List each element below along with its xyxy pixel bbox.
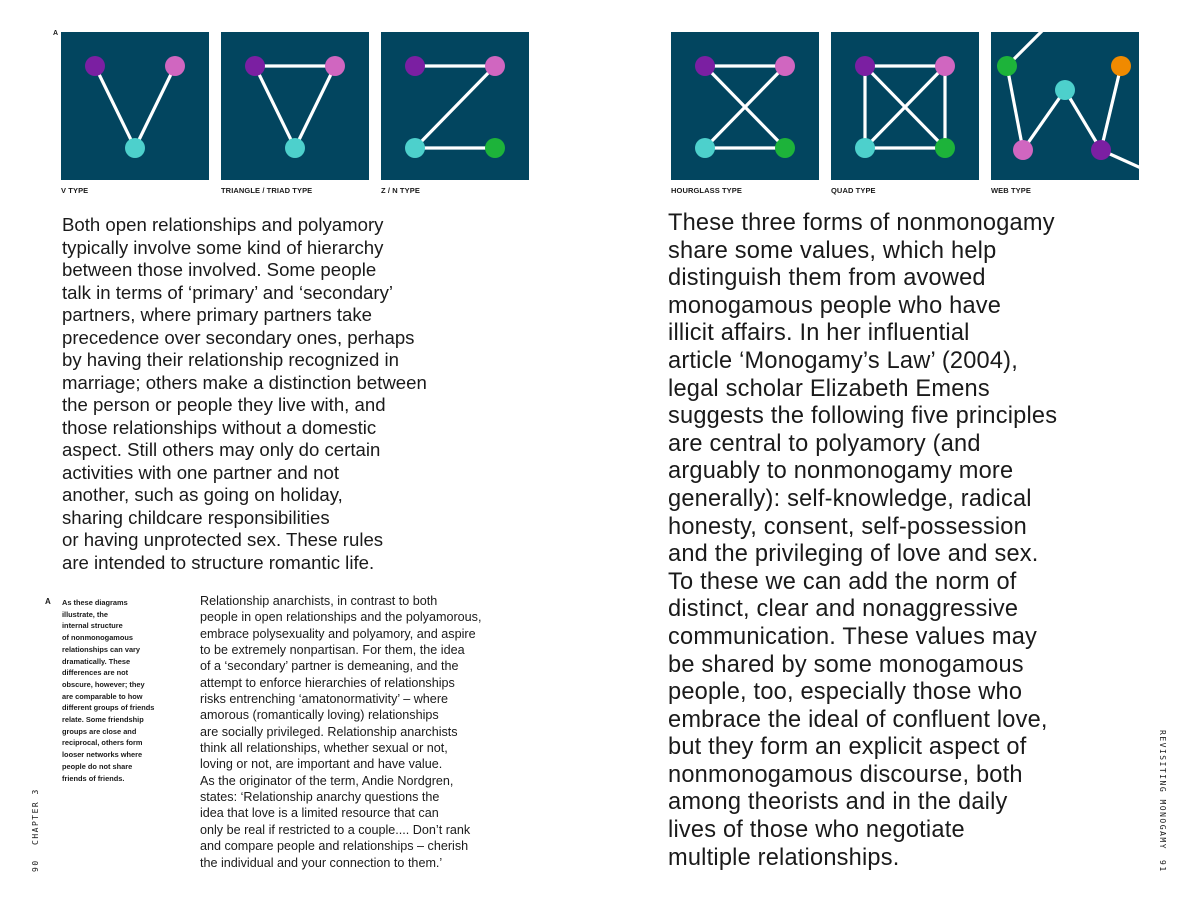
- text-line: reciprocal, others form: [62, 738, 143, 748]
- text-line: and the privileging of love and sex.: [668, 541, 1039, 568]
- purple-person-node: [1091, 140, 1111, 160]
- cyan-person-node: [405, 138, 425, 158]
- text-line: those relationships without a domestic: [62, 416, 377, 438]
- pink-person-node: [165, 56, 185, 76]
- text-line: are socially privileged. Relationship anarchists: [200, 724, 458, 739]
- diagram-label: Z / N TYPE: [381, 186, 420, 195]
- text-line: partners, where primary partners take: [62, 304, 373, 325]
- right-paragraph: [668, 210, 1057, 872]
- text-line: people do not share: [62, 761, 133, 771]
- z-type-diagram: [381, 32, 529, 180]
- text-line: of nonmonogamous: [62, 633, 134, 643]
- text-line: precedence over secondary ones, perhaps: [62, 326, 415, 348]
- pink-person-node: [485, 56, 505, 76]
- text-line: relate. Some friendship: [62, 715, 144, 725]
- web-type-diagram: [991, 32, 1139, 180]
- text-line: communication. These values may: [668, 623, 1038, 650]
- text-line: internal structure: [62, 621, 123, 631]
- caption-marker: A: [45, 597, 51, 606]
- text-line: activities with one partner and not: [62, 461, 339, 483]
- text-line: lives of those who negotiate: [668, 817, 965, 844]
- diagram-label: HOURGLASS TYPE: [671, 186, 742, 195]
- page-number-left: 90: [31, 859, 40, 872]
- text-line: nonmonogamous discourse, both: [668, 761, 1023, 788]
- v-type-diagram: [61, 32, 209, 180]
- text-line: the person or people they live with, and: [62, 394, 386, 415]
- text-line: looser networks where: [62, 750, 143, 760]
- text-line: or having unprotected sex. These rules: [62, 529, 384, 550]
- body-column: [200, 593, 481, 871]
- text-line: To these we can add the norm of: [668, 568, 1017, 595]
- text-line: attempt to enforce hierarchies of relationships: [200, 675, 455, 690]
- quad-type-diagram: [831, 32, 979, 180]
- text-line: These three forms of nonmonogamy: [668, 210, 1055, 236]
- purple-person-node: [855, 56, 875, 76]
- text-line: to be extremely nonpartisan. For them, the idea: [200, 643, 465, 658]
- cyan-person-node: [855, 138, 875, 158]
- running-head-right: REVISITING MONOGAMY: [1158, 730, 1167, 851]
- text-line: only be real if restricted to a couple.... Don’t rank: [200, 822, 471, 837]
- relationship-edge: [1101, 66, 1121, 150]
- text-line: risks entrenching ‘amatonormativity’ – where: [200, 692, 449, 707]
- text-line: illustrate, the: [62, 609, 108, 619]
- text-line: distinct, clear and nonaggressive: [668, 596, 1019, 623]
- figure-marker: A: [53, 30, 59, 37]
- text-line: arguably to nonmonogamy more: [668, 458, 1014, 485]
- triangle-type-graph: [221, 32, 369, 180]
- orange-person-node: [1111, 56, 1131, 76]
- cyan-person-node: [695, 138, 715, 158]
- text-line: are central to polyamory (and: [668, 430, 981, 457]
- text-line: relationships can vary: [62, 644, 141, 654]
- text-line: between those involved. Some people: [62, 259, 377, 280]
- figure-caption: [62, 597, 154, 784]
- web-type-graph: [991, 32, 1139, 180]
- text-line: think all relationships, whether sexual or not,: [200, 741, 448, 756]
- text-line: typically involve some kind of hierarchy: [62, 236, 384, 258]
- purple-person-node: [405, 56, 425, 76]
- z-type-graph: [381, 32, 529, 180]
- hourglass-type-graph: [671, 32, 819, 180]
- relationship-edge: [1007, 66, 1023, 150]
- text-line: multiple relationships.: [668, 844, 900, 871]
- green-person-node: [997, 56, 1017, 76]
- page-number-right: 91: [1158, 860, 1167, 873]
- purple-person-node: [695, 56, 715, 76]
- text-line: people, too, especially those who: [668, 679, 1023, 706]
- text-line: be shared by some monogamous: [668, 651, 1024, 678]
- pink-person-node: [1013, 140, 1033, 160]
- text-line: another, such as going on holiday,: [62, 484, 343, 505]
- intro-paragraph: [62, 214, 427, 574]
- text-line: are comparable to how: [62, 691, 143, 701]
- text-line: by having their relationship recognized in: [62, 349, 399, 370]
- text-line: aspect. Still others may only do certain: [62, 439, 381, 460]
- text-line: differences are not: [62, 668, 129, 678]
- text-line: monogamous people who have: [668, 292, 1002, 319]
- diagram-label: WEB TYPE: [991, 186, 1031, 195]
- text-line: groups are close and: [62, 726, 137, 736]
- purple-person-node: [85, 56, 105, 76]
- text-line: share some values, which help: [668, 237, 997, 264]
- text-line: of a ‘secondary’ partner is demeaning, and the: [200, 659, 459, 674]
- text-line: friends of friends.: [62, 773, 125, 783]
- pink-person-node: [775, 56, 795, 76]
- text-line: loving or not, are important and have value.: [200, 757, 443, 772]
- text-line: As the originator of the term, Andie Nordgren,: [200, 773, 454, 788]
- text-line: different groups of friends: [62, 703, 155, 713]
- relationship-edge: [295, 66, 335, 148]
- triangle-type-diagram: [221, 32, 369, 180]
- relationship-edge: [1023, 90, 1065, 150]
- relationship-edge: [415, 66, 495, 148]
- text-line: honesty, consent, self-possession: [668, 513, 1027, 540]
- pink-person-node: [935, 56, 955, 76]
- text-line: Relationship anarchists, in contrast to both: [200, 594, 438, 608]
- text-line: embrace the ideal of confluent love,: [668, 706, 1048, 733]
- relationship-edge: [95, 66, 135, 148]
- text-line: suggests the following five principles: [668, 403, 1058, 430]
- text-line: people in open relationships and the polyamorous,: [200, 610, 482, 625]
- text-line: obscure, however; they: [62, 679, 145, 689]
- text-line: generally): self-knowledge, radical: [668, 485, 1032, 512]
- green-person-node: [775, 138, 795, 158]
- cyan-person-node: [125, 138, 145, 158]
- text-line: legal scholar Elizabeth Emens: [668, 375, 990, 402]
- green-person-node: [935, 138, 955, 158]
- text-line: article ‘Monogamy’s Law’ (2004),: [668, 347, 1018, 374]
- text-line: distinguish them from avowed: [668, 265, 986, 292]
- relationship-edge: [255, 66, 295, 148]
- text-line: dramatically. These: [62, 656, 131, 666]
- cyan-person-node: [1055, 80, 1075, 100]
- relationship-edge: [135, 66, 175, 148]
- text-line: Both open relationships and polyamory: [62, 214, 384, 235]
- purple-person-node: [245, 56, 265, 76]
- relationship-edge: [1065, 90, 1101, 150]
- text-line: but they form an explicit aspect of: [668, 734, 1027, 761]
- v-type-graph: [61, 32, 209, 180]
- cyan-person-node: [285, 138, 305, 158]
- green-person-node: [485, 138, 505, 158]
- text-line: states: ‘Relationship anarchy questions the: [200, 790, 440, 805]
- text-line: sharing childcare responsibilities: [62, 506, 330, 528]
- text-line: among theorists and in the daily: [668, 789, 1008, 816]
- quad-type-graph: [831, 32, 979, 180]
- running-head-left: CHAPTER 3: [31, 788, 40, 845]
- diagram-label: V TYPE: [61, 186, 89, 195]
- pink-person-node: [325, 56, 345, 76]
- text-line: are intended to structure romantic life.: [62, 551, 375, 573]
- text-line: illicit affairs. In her influential: [668, 320, 970, 347]
- text-line: marriage; others make a distinction between: [62, 371, 427, 393]
- diagram-label: QUAD TYPE: [831, 186, 876, 195]
- text-line: idea that love is a limited resource that can: [200, 806, 439, 821]
- hourglass-type-diagram: [671, 32, 819, 180]
- diagram-label: TRIANGLE / TRIAD TYPE: [221, 186, 313, 195]
- text-line: As these diagrams: [62, 598, 128, 607]
- text-line: and compare people and relationships – cherish: [200, 839, 469, 854]
- text-line: talk in terms of ‘primary’ and ‘secondary’: [62, 281, 394, 303]
- text-line: the individual and your connection to them.’: [200, 855, 443, 870]
- text-line: embrace polysexuality and polyamory, and aspire: [200, 626, 476, 641]
- text-line: amorous (romantically loving) relationships: [200, 708, 439, 723]
